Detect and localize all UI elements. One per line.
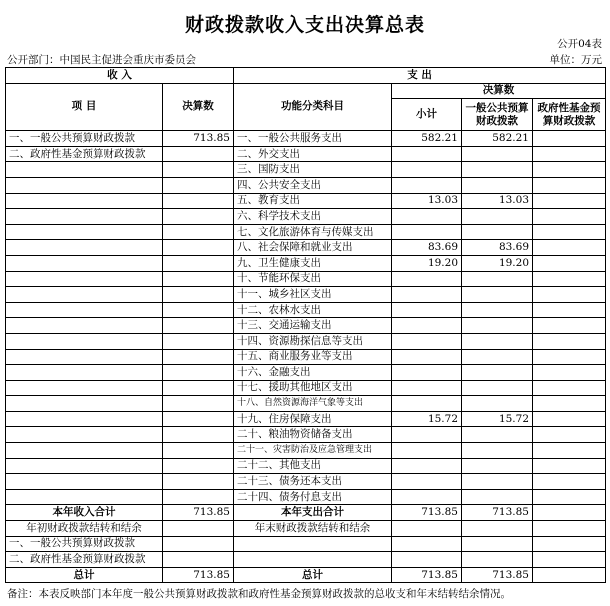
expense-item-general (462, 458, 533, 474)
income-item-amount (163, 474, 234, 490)
income-item-name: 一、一般公共预算财政拨款 (6, 131, 163, 147)
table-row (6, 302, 606, 318)
income-item-amount (163, 240, 234, 256)
expense-item-subtotal: 83.69 (392, 240, 462, 256)
expense-item-fund (533, 255, 606, 271)
expense-item-name: 十三、交通运输支出 (234, 318, 392, 334)
expense-item-name: 七、文化旅游体育与传媒支出 (234, 224, 392, 240)
expense-item-subtotal (392, 443, 462, 459)
expense-item-general (462, 427, 533, 443)
grand-expense-general: 713.85 (462, 567, 533, 583)
expense-item-subtotal (392, 224, 462, 240)
expense-item-general (462, 396, 533, 412)
expense-item-fund (533, 271, 606, 287)
expense-item-general (462, 287, 533, 303)
income-item-name (6, 318, 163, 334)
income-item-name (6, 302, 163, 318)
subtotal-header: 小计 (392, 99, 462, 131)
income-item-name (6, 427, 163, 443)
income-item-amount (163, 287, 234, 303)
footnote: 备注：本表反映部门本年度一般公共预算财政拨款和政府性基金预算财政拨款的总收支和年末结转结余情况。 (7, 588, 511, 600)
expense-item-subtotal: 15.72 (392, 411, 462, 427)
table-row (6, 489, 606, 505)
expense-item-fund (533, 318, 606, 334)
expense-item-name: 九、卫生健康支出 (234, 255, 392, 271)
total-row (6, 505, 606, 521)
income-item-name (6, 177, 163, 193)
grand-total-row (6, 567, 606, 583)
table-row (6, 333, 606, 349)
income-item-name (6, 287, 163, 303)
income-total-value: 713.85 (163, 505, 234, 521)
expense-item-name: 一、一般公共服务支出 (234, 131, 392, 147)
finance-table (5, 67, 606, 583)
expense-item-fund (533, 333, 606, 349)
expense-item-fund (533, 489, 606, 505)
end-carryover-label: 年末财政拨款结转和结余 (234, 521, 392, 537)
income-item-name (6, 271, 163, 287)
expense-total-subtotal: 713.85 (392, 505, 462, 521)
table-row (6, 255, 606, 271)
expense-item-subtotal (392, 271, 462, 287)
expense-item-name: 二十四、债务付息支出 (234, 489, 392, 505)
expense-item-subtotal: 19.20 (392, 255, 462, 271)
expense-item-general (462, 380, 533, 396)
expense-item-name: 二十二、其他支出 (234, 458, 392, 474)
income-item-amount (163, 318, 234, 334)
expense-item-fund (533, 380, 606, 396)
income-item-amount (163, 146, 234, 162)
expense-item-name: 十八、自然资源海洋气象等支出 (234, 396, 392, 412)
table-row (6, 162, 606, 178)
expense-item-general (462, 302, 533, 318)
expense-total-label: 本年支出合计 (234, 505, 392, 521)
income-item-amount (163, 396, 234, 412)
expense-item-name: 十一、城乡社区支出 (234, 287, 392, 303)
expense-item-fund (533, 162, 606, 178)
income-item-name (6, 443, 163, 459)
expense-item-name: 四、公共安全支出 (234, 177, 392, 193)
expense-item-subtotal (392, 365, 462, 381)
begin-carryover-label: 年初财政拨款结转和结余 (6, 521, 163, 537)
income-item-amount (163, 349, 234, 365)
income-item-amount (163, 411, 234, 427)
table-row (6, 177, 606, 193)
expense-item-fund (533, 443, 606, 459)
begin-carryover-value (163, 521, 234, 537)
income-item-name (6, 193, 163, 209)
expense-item-subtotal: 13.03 (392, 193, 462, 209)
income-item-name (6, 396, 163, 412)
table-row (6, 146, 606, 162)
income-item-name (6, 333, 163, 349)
expense-item-subtotal (392, 396, 462, 412)
income-header: 收 入 (6, 68, 234, 84)
table-row (6, 271, 606, 287)
income-item-amount (163, 255, 234, 271)
income-item-amount (163, 193, 234, 209)
expense-item-subtotal (392, 209, 462, 225)
expense-item-subtotal (392, 302, 462, 318)
income-item-amount (163, 489, 234, 505)
table-row (6, 349, 606, 365)
income-total-label: 本年收入合计 (6, 505, 163, 521)
expense-item-name: 十、节能环保支出 (234, 271, 392, 287)
carryover-general-row (6, 536, 606, 552)
income-item-amount (163, 162, 234, 178)
expense-item-fund (533, 224, 606, 240)
grand-expense-subtotal: 713.85 (392, 567, 462, 583)
expense-item-fund (533, 177, 606, 193)
expense-item-name: 二、外交支出 (234, 146, 392, 162)
grand-expense-label: 总计 (234, 567, 392, 583)
income-item-name (6, 162, 163, 178)
expense-item-general: 83.69 (462, 240, 533, 256)
expense-item-fund (533, 302, 606, 318)
amount-header: 决算数 (163, 83, 234, 131)
income-item-amount (163, 458, 234, 474)
expense-item-subtotal (392, 177, 462, 193)
expense-item-subtotal (392, 349, 462, 365)
begin-fund-label: 二、政府性基金预算财政拨款 (6, 552, 163, 568)
table-row (6, 131, 606, 147)
income-item-name (6, 380, 163, 396)
gov-fund-header: 政府性基金预算财政拨款 (533, 99, 606, 131)
income-item-name: 二、政府性基金预算财政拨款 (6, 146, 163, 162)
expense-item-name: 十七、援助其他地区支出 (234, 380, 392, 396)
income-item-amount (163, 209, 234, 225)
table-row (6, 224, 606, 240)
expense-item-subtotal (392, 287, 462, 303)
income-item-name (6, 255, 163, 271)
grand-expense-fund (533, 567, 606, 583)
expense-item-fund (533, 240, 606, 256)
expense-item-general: 19.20 (462, 255, 533, 271)
expense-item-subtotal (392, 333, 462, 349)
expense-item-fund (533, 287, 606, 303)
grand-income-value: 713.85 (163, 567, 234, 583)
expense-item-subtotal (392, 458, 462, 474)
expense-item-subtotal (392, 427, 462, 443)
table-row (6, 193, 606, 209)
table-row (6, 287, 606, 303)
expense-item-fund (533, 396, 606, 412)
income-item-amount (163, 380, 234, 396)
begin-general-label: 一、一般公共预算财政拨款 (6, 536, 163, 552)
expense-item-general (462, 333, 533, 349)
table-row (6, 365, 606, 381)
expense-item-name: 二十、粮油物资储备支出 (234, 427, 392, 443)
income-item-name (6, 365, 163, 381)
expense-item-subtotal (392, 146, 462, 162)
general-header: 一般公共预算财政拨款 (462, 99, 533, 131)
expense-item-general (462, 209, 533, 225)
table-row (6, 318, 606, 334)
income-item-amount: 713.85 (163, 131, 234, 147)
table-row (6, 240, 606, 256)
income-item-amount (163, 333, 234, 349)
expense-item-name: 十九、住房保障支出 (234, 411, 392, 427)
expense-item-general (462, 349, 533, 365)
table-row (6, 396, 606, 412)
expense-total-fund (533, 505, 606, 521)
grand-income-label: 总计 (6, 567, 163, 583)
expense-item-fund (533, 411, 606, 427)
expense-item-name: 八、社会保障和就业支出 (234, 240, 392, 256)
expense-item-name: 十二、农林水支出 (234, 302, 392, 318)
department-label: 公开部门：中国民主促进会重庆市委员会 (7, 54, 196, 66)
expense-item-general (462, 443, 533, 459)
table-row (6, 458, 606, 474)
expense-item-subtotal (392, 380, 462, 396)
expense-total-general: 713.85 (462, 505, 533, 521)
income-item-amount (163, 271, 234, 287)
expense-item-fund (533, 458, 606, 474)
unit-label: 单位：万元 (549, 54, 602, 66)
end-carryover-subtotal (392, 521, 462, 537)
income-item-name (6, 489, 163, 505)
expense-item-name: 二十一、灾害防治及应急管理支出 (234, 443, 392, 459)
table-row (6, 380, 606, 396)
page-title: 财政拨款收入支出决算总表 (184, 14, 425, 36)
income-item-amount (163, 224, 234, 240)
expense-item-name: 十四、资源勘探信息等支出 (234, 333, 392, 349)
expense-item-name: 五、教育支出 (234, 193, 392, 209)
amount-group-header: 决算数 (392, 83, 606, 99)
expense-item-fund (533, 349, 606, 365)
table-row (6, 411, 606, 427)
income-item-name (6, 474, 163, 490)
carryover-fund-row (6, 552, 606, 568)
expense-item-fund (533, 474, 606, 490)
item-header: 项 目 (6, 83, 163, 131)
expense-item-subtotal (392, 474, 462, 490)
expense-item-general (462, 318, 533, 334)
expense-item-name: 二十三、债务还本支出 (234, 474, 392, 490)
income-item-amount (163, 427, 234, 443)
expense-header: 支 出 (234, 68, 606, 84)
table-row (6, 209, 606, 225)
expense-item-subtotal (392, 489, 462, 505)
expense-item-name: 十五、商业服务业等支出 (234, 349, 392, 365)
form-code: 公开04表 (557, 38, 602, 50)
expense-item-general: 15.72 (462, 411, 533, 427)
income-item-amount (163, 365, 234, 381)
func-header: 功能分类科目 (234, 83, 392, 131)
end-carryover-general (462, 521, 533, 537)
table-row (6, 443, 606, 459)
income-item-amount (163, 177, 234, 193)
header-row-1 (6, 68, 606, 84)
expense-item-general (462, 489, 533, 505)
expense-item-general (462, 365, 533, 381)
expense-item-general (462, 224, 533, 240)
income-item-name (6, 224, 163, 240)
expense-item-fund (533, 193, 606, 209)
expense-item-subtotal (392, 318, 462, 334)
carryover-row (6, 521, 606, 537)
expense-item-subtotal (392, 162, 462, 178)
expense-item-fund (533, 131, 606, 147)
income-item-name (6, 209, 163, 225)
expense-item-name: 六、科学技术支出 (234, 209, 392, 225)
income-item-name (6, 458, 163, 474)
income-item-name (6, 240, 163, 256)
end-carryover-fund (533, 521, 606, 537)
table-row (6, 474, 606, 490)
expense-item-general: 13.03 (462, 193, 533, 209)
income-item-name (6, 411, 163, 427)
expense-item-general (462, 177, 533, 193)
expense-item-fund (533, 427, 606, 443)
income-item-amount (163, 302, 234, 318)
expense-item-subtotal: 582.21 (392, 131, 462, 147)
expense-item-general: 582.21 (462, 131, 533, 147)
expense-item-fund (533, 146, 606, 162)
expense-item-name: 三、国防支出 (234, 162, 392, 178)
expense-item-general (462, 271, 533, 287)
expense-item-fund (533, 365, 606, 381)
income-item-amount (163, 443, 234, 459)
table-row (6, 427, 606, 443)
expense-item-general (462, 146, 533, 162)
header-row-2 (6, 83, 606, 99)
expense-item-fund (533, 209, 606, 225)
income-item-name (6, 349, 163, 365)
expense-item-general (462, 162, 533, 178)
expense-item-name: 十六、金融支出 (234, 365, 392, 381)
expense-item-general (462, 474, 533, 490)
